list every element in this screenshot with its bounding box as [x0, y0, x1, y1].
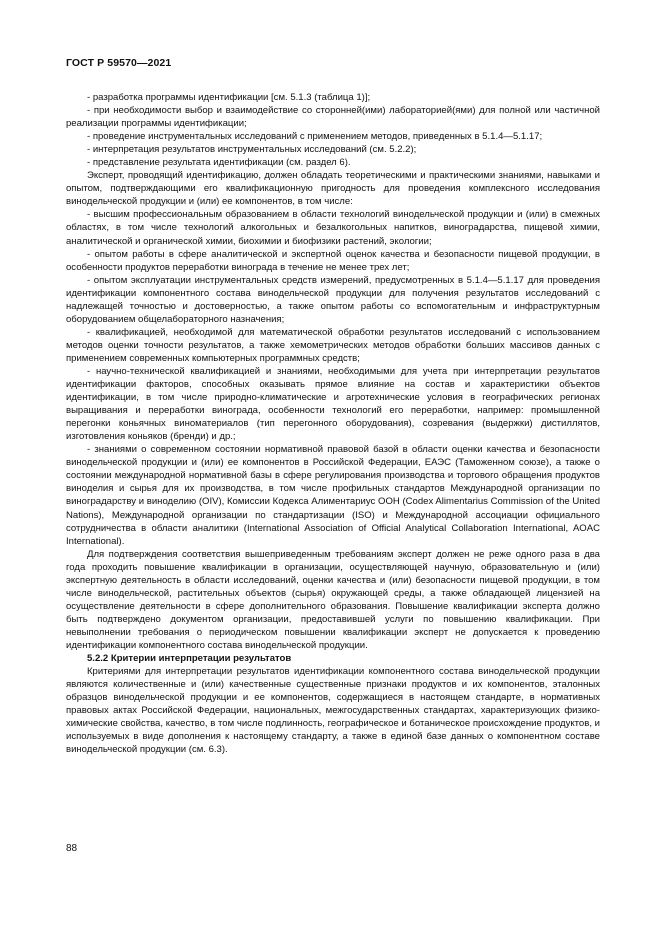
list-item: - знаниями о современном состоянии нормативной правовой базой в области оценки качества и безопасности винодельческой продукции и (или) ее компонентов в Российской Федерации, ЕАЭС (Таможенном союзе), а также о состоянии международной нормативной базы в сфере регулирования производства и торгового обращения продуктов виноделия и сырья для их производства, в том числе профильных стандартов Международной организации по виноградарству и виноделию (OIV), Комиссии Кодекса Алиментариус ООН (Codex Alimentarius Commission of the United Nations), Международной организации по стандартизации (ISO) и Международной ассоциации официального сотрудничества в области аналитики (International Association of Official Analytical Collaboration International, AOAC International). — [66, 444, 600, 547]
paragraph: Эксперт, проводящий идентификацию, должен обладать теоретическими и практическими знаниями, навыками и опытом, подтверждающими его квалификационную пригодность для проведения комплексного исследования винодельческой продукции и (или) ее компонентов, в том числе: — [66, 170, 600, 208]
page-number: 88 — [66, 843, 78, 854]
document-body — [66, 91, 600, 756]
list-item: - квалификацией, необходимой для математической обработки результатов исследований с использованием методов оценки точности результатов, а также хемометрических методов обработки больших массивов данных с применением современных компьютерных программных средств; — [66, 326, 600, 364]
list-item: - интерпретация результатов инструментальных исследований (см. 5.2.2); — [87, 144, 417, 156]
section-heading: 5.2.2 Критерии интерпретации результатов — [87, 653, 292, 665]
list-item: - при необходимости выбор и взаимодействие со сторонней(ими) лабораторией(ями) для полной или частичной реализации программы идентификации; — [66, 105, 600, 130]
list-item: - проведение инструментальных исследований с применением методов, приведенных в 5.1.4—5.1.17; — [87, 131, 543, 143]
paragraph: Для подтверждения соответствия вышеприведенным требованиям эксперт должен не реже одного раза в два года проходить повышение квалификации в организации, осуществляющей научную, образовательную и (или) экспертную деятельность в области исследований, оценки качества и (или) безопасности пищевой продукции, в том числе винодельческой, растительных объектов (сырья) окружающей среды, а также обладающей лицензией на осуществление деятельности в сфере дополнительного образования. Повышение квалификации эксперта должно быть подтверждено документом организации, предоставившей услуги по повышению квалификации. При невыполнении требования о периодическом повышении квалификации эксперт не допускается к проведению идентификации компонентного состава винодельческой продукции. — [66, 548, 600, 651]
list-item: - представление результата идентификации (см. раздел 6). — [87, 157, 351, 169]
list-item: - разработка программы идентификации [см. 5.1.3 (таблица 1)]; — [87, 92, 371, 103]
list-item: - научно-технической квалификацией и знаниями, необходимыми для учета при интерпретации результатов идентификации факторов, способных оказывать прямое влияние на состав и характеристики объектов идентификации, в том числе природно-климатические и агротехнические условия в географических регионах выращивания и переработки винограда, особенности технологий его переработки, например: промышленной перегонки коньячных виноматериалов (тип перегонного оборудования), созревания (выдержки) дистиллятов, изготовления коньяков (бренди) и др.; — [66, 365, 600, 443]
list-item: - опытом эксплуатации инструментальных средств измерений, предусмотренных в 5.1.4—5.1.17 для проведения идентификации компонентного состава винодельческой продукции для получения результатов исследований с надлежащей точностью и достоверностью, а также опытом работы со вспомогательным и инфраструктурным оборудованием общелабораторного назначения; — [66, 274, 600, 325]
list-item: - опытом работы в сфере аналитической и экспертной оценок качества и безопасности пищевой продукции, в особенности продуктов переработки винограда в течение не менее трех лет; — [66, 248, 600, 273]
list-item: - высшим профессиональным образованием в области технологий винодельческой продукции и (или) в смежных областях, в том числе технологий алкогольных и безалкогольных напитков, виноградарства, пищевой химии, аналитической и органической химии, биохимии и биофизики растений, экологии; — [66, 209, 600, 247]
standard-header: ГОСТ Р 59570—2021 — [66, 57, 172, 69]
paragraph: Критериями для интерпретации результатов идентификации компонентного состава винодельческой продукции являются количественные и (или) качественные существенные признаки продуктов и их компонентов, эталонных образцов винодельческой продукции и ее компонентов, содержащиеся в настоящем стандарте, в нормативных правовых актах Российской Федерации, национальных, межгосударственных стандартах, характеризующих физико-химические свойства, качество, в том числе подлинность, географическое и ботаническое происхождение продуктов, и используемых в виде дополнения к настоящему стандарту, а также в единой базе данных о компонентном составе винодельческой продукции (см. 6.3). — [66, 666, 600, 756]
